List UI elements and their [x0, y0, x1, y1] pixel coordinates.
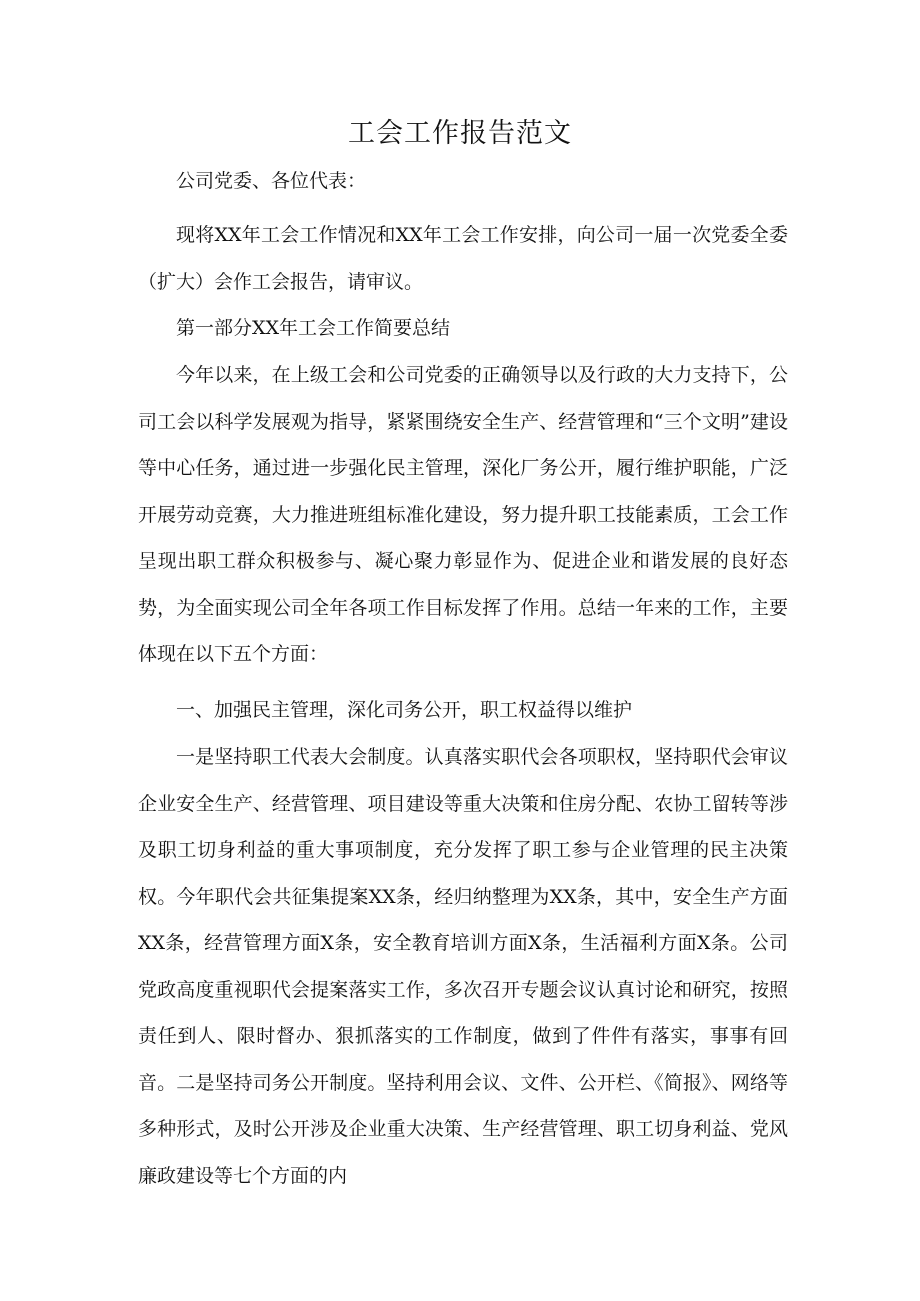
summary-paragraph: 今年以来，在上级工会和公司党委的正确领导以及行政的大力支持下，公司工会以科学发展观为指导，紧紧围绕安全生产、经营管理和“三个文明”建设等中心任务，通过进一步强化民主管理，深化厂务公开，履行维护职能，广泛开展劳动竞赛，大力推进班组标准化建设，努力提升职工技能素质，工会工作呈现出职工群众积极参与、凝心聚力彰显作为、促进企业和谐发展的良好态势，为全面实现公司全年各项工作目标发挥了作用。总结一年来的工作，主要体现在以下五个方面： — [138, 364, 788, 665]
intro-paragraph: 现将XX年工会工作情况和XX年工会工作安排，向公司一届一次党委全委（扩大）会作工会报告，请审议。 — [138, 224, 788, 293]
section-heading: 第一部分XX年工会工作简要总结 — [176, 317, 451, 339]
salutation: 公司党委、各位代表： — [176, 170, 367, 192]
document-title: 工会工作报告范文 — [348, 118, 572, 149]
democratic-management-paragraph: 一是坚持职工代表大会制度。认真落实职代会各项职权，坚持职代会审议企业安全生产、经营管理、项目建设等重大决策和住房分配、农协工留转等涉及职工切身利益的重大事项制度，充分发挥了职工参与企业管理的民主决策权。今年职代会共征集提案XX条，经归纳整理为XX条，其中，安全生产方面XX条，经营管理方面X条，安全教育培训方面X条，生活福利方面X条。公司党政高度重视职代会提案落实工作，多次召开专题会议认真讨论和研究，按照责任到人、限时督办、狠抓落实的工作制度，做到了件件有落实，事事有回音。二是坚持司务公开制度。坚持利用会议、文件、公开栏、《简报》、网络等多种形式，及时公开涉及企业重大决策、生产经营管理、职工切身利益、党风廉政建设等七个方面的内 — [138, 746, 788, 1187]
subsection-heading: 一、加强民主管理，深化司务公开，职工权益得以维护 — [176, 699, 633, 721]
